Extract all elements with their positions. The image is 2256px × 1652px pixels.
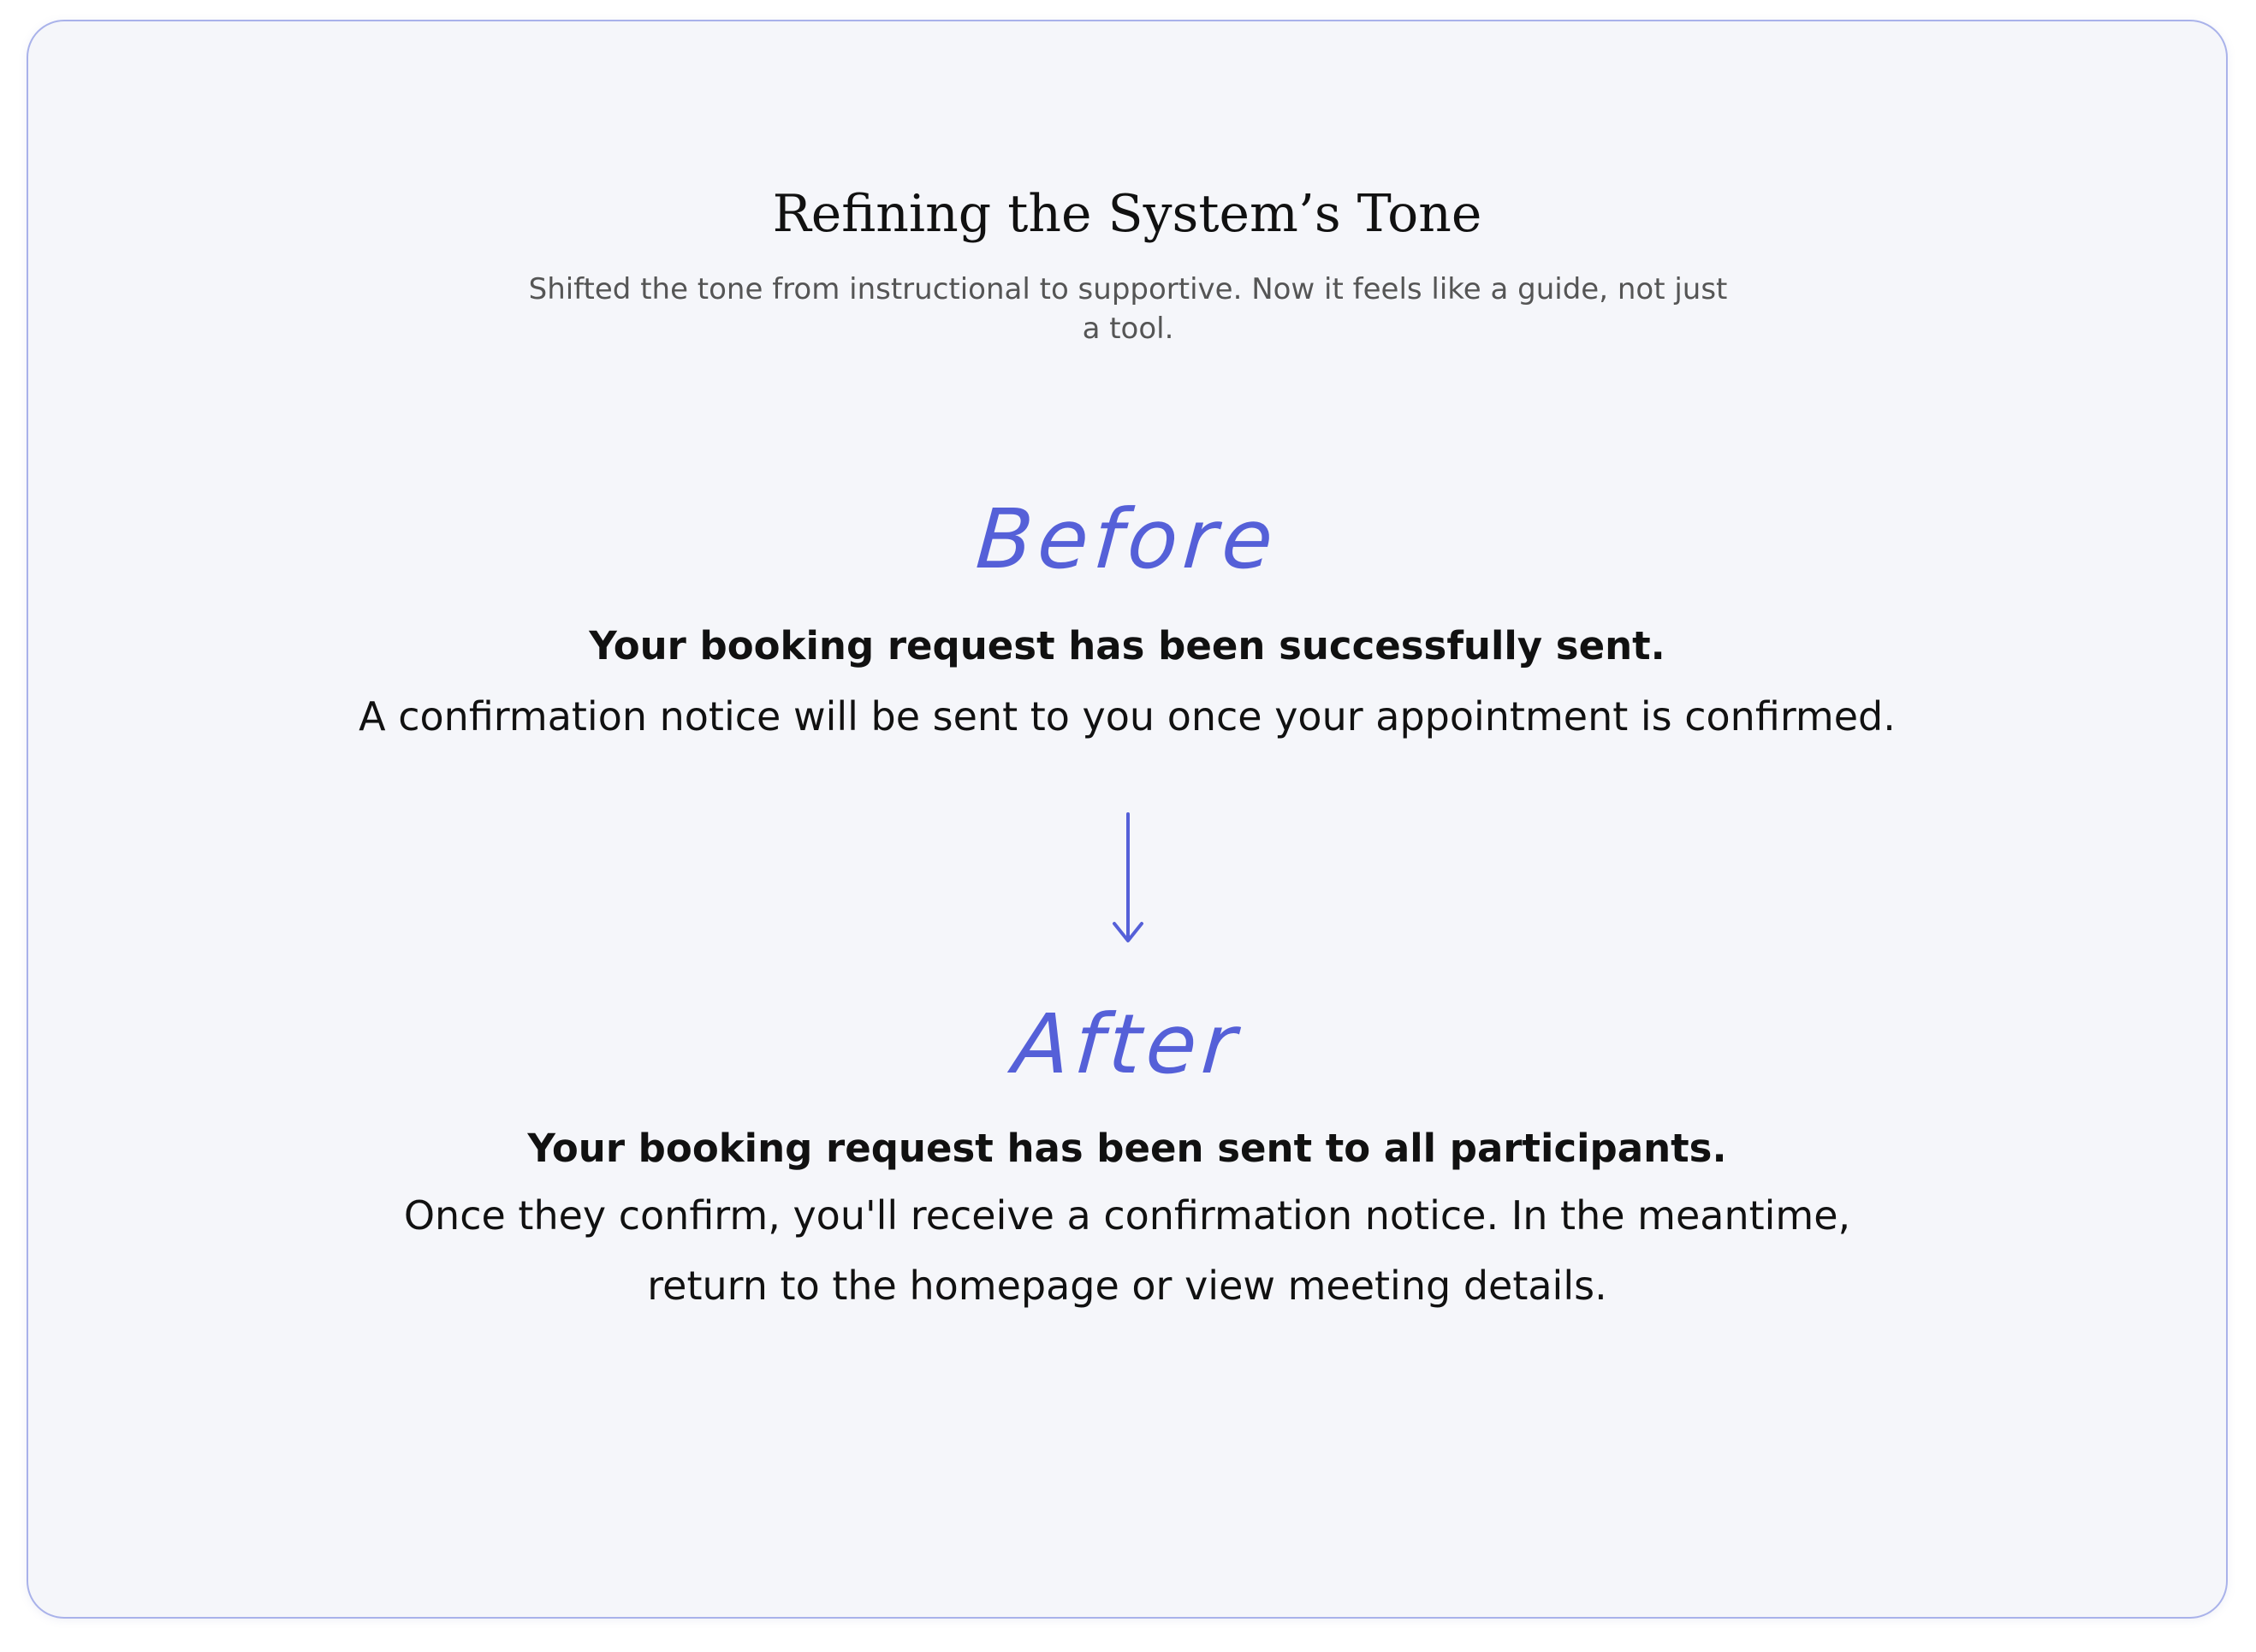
- tone-comparison-card: [27, 20, 2228, 1619]
- page-title: Refining the System’s Tone: [772, 184, 1482, 244]
- after-headline: Your booking request has been sent to all participants.: [527, 1126, 1727, 1171]
- arrow-down-icon: [1111, 811, 1145, 948]
- page-subtitle: Shifted the tone from instructional to supportive. Now it feels like a guide, not just a tool.: [528, 272, 1728, 346]
- after-label: After: [1010, 996, 1244, 1092]
- after-body-line-1: Once they confirm, you'll receive a confirmation notice. In the meantime,: [403, 1192, 1851, 1239]
- before-headline: Your booking request has been successfully sent.: [589, 623, 1665, 669]
- after-body-line-2: return to the homepage or view meeting details.: [647, 1263, 1607, 1309]
- before-label: Before: [973, 491, 1281, 587]
- before-body: A confirmation notice will be sent to you once your appointment is confirmed.: [359, 693, 1896, 740]
